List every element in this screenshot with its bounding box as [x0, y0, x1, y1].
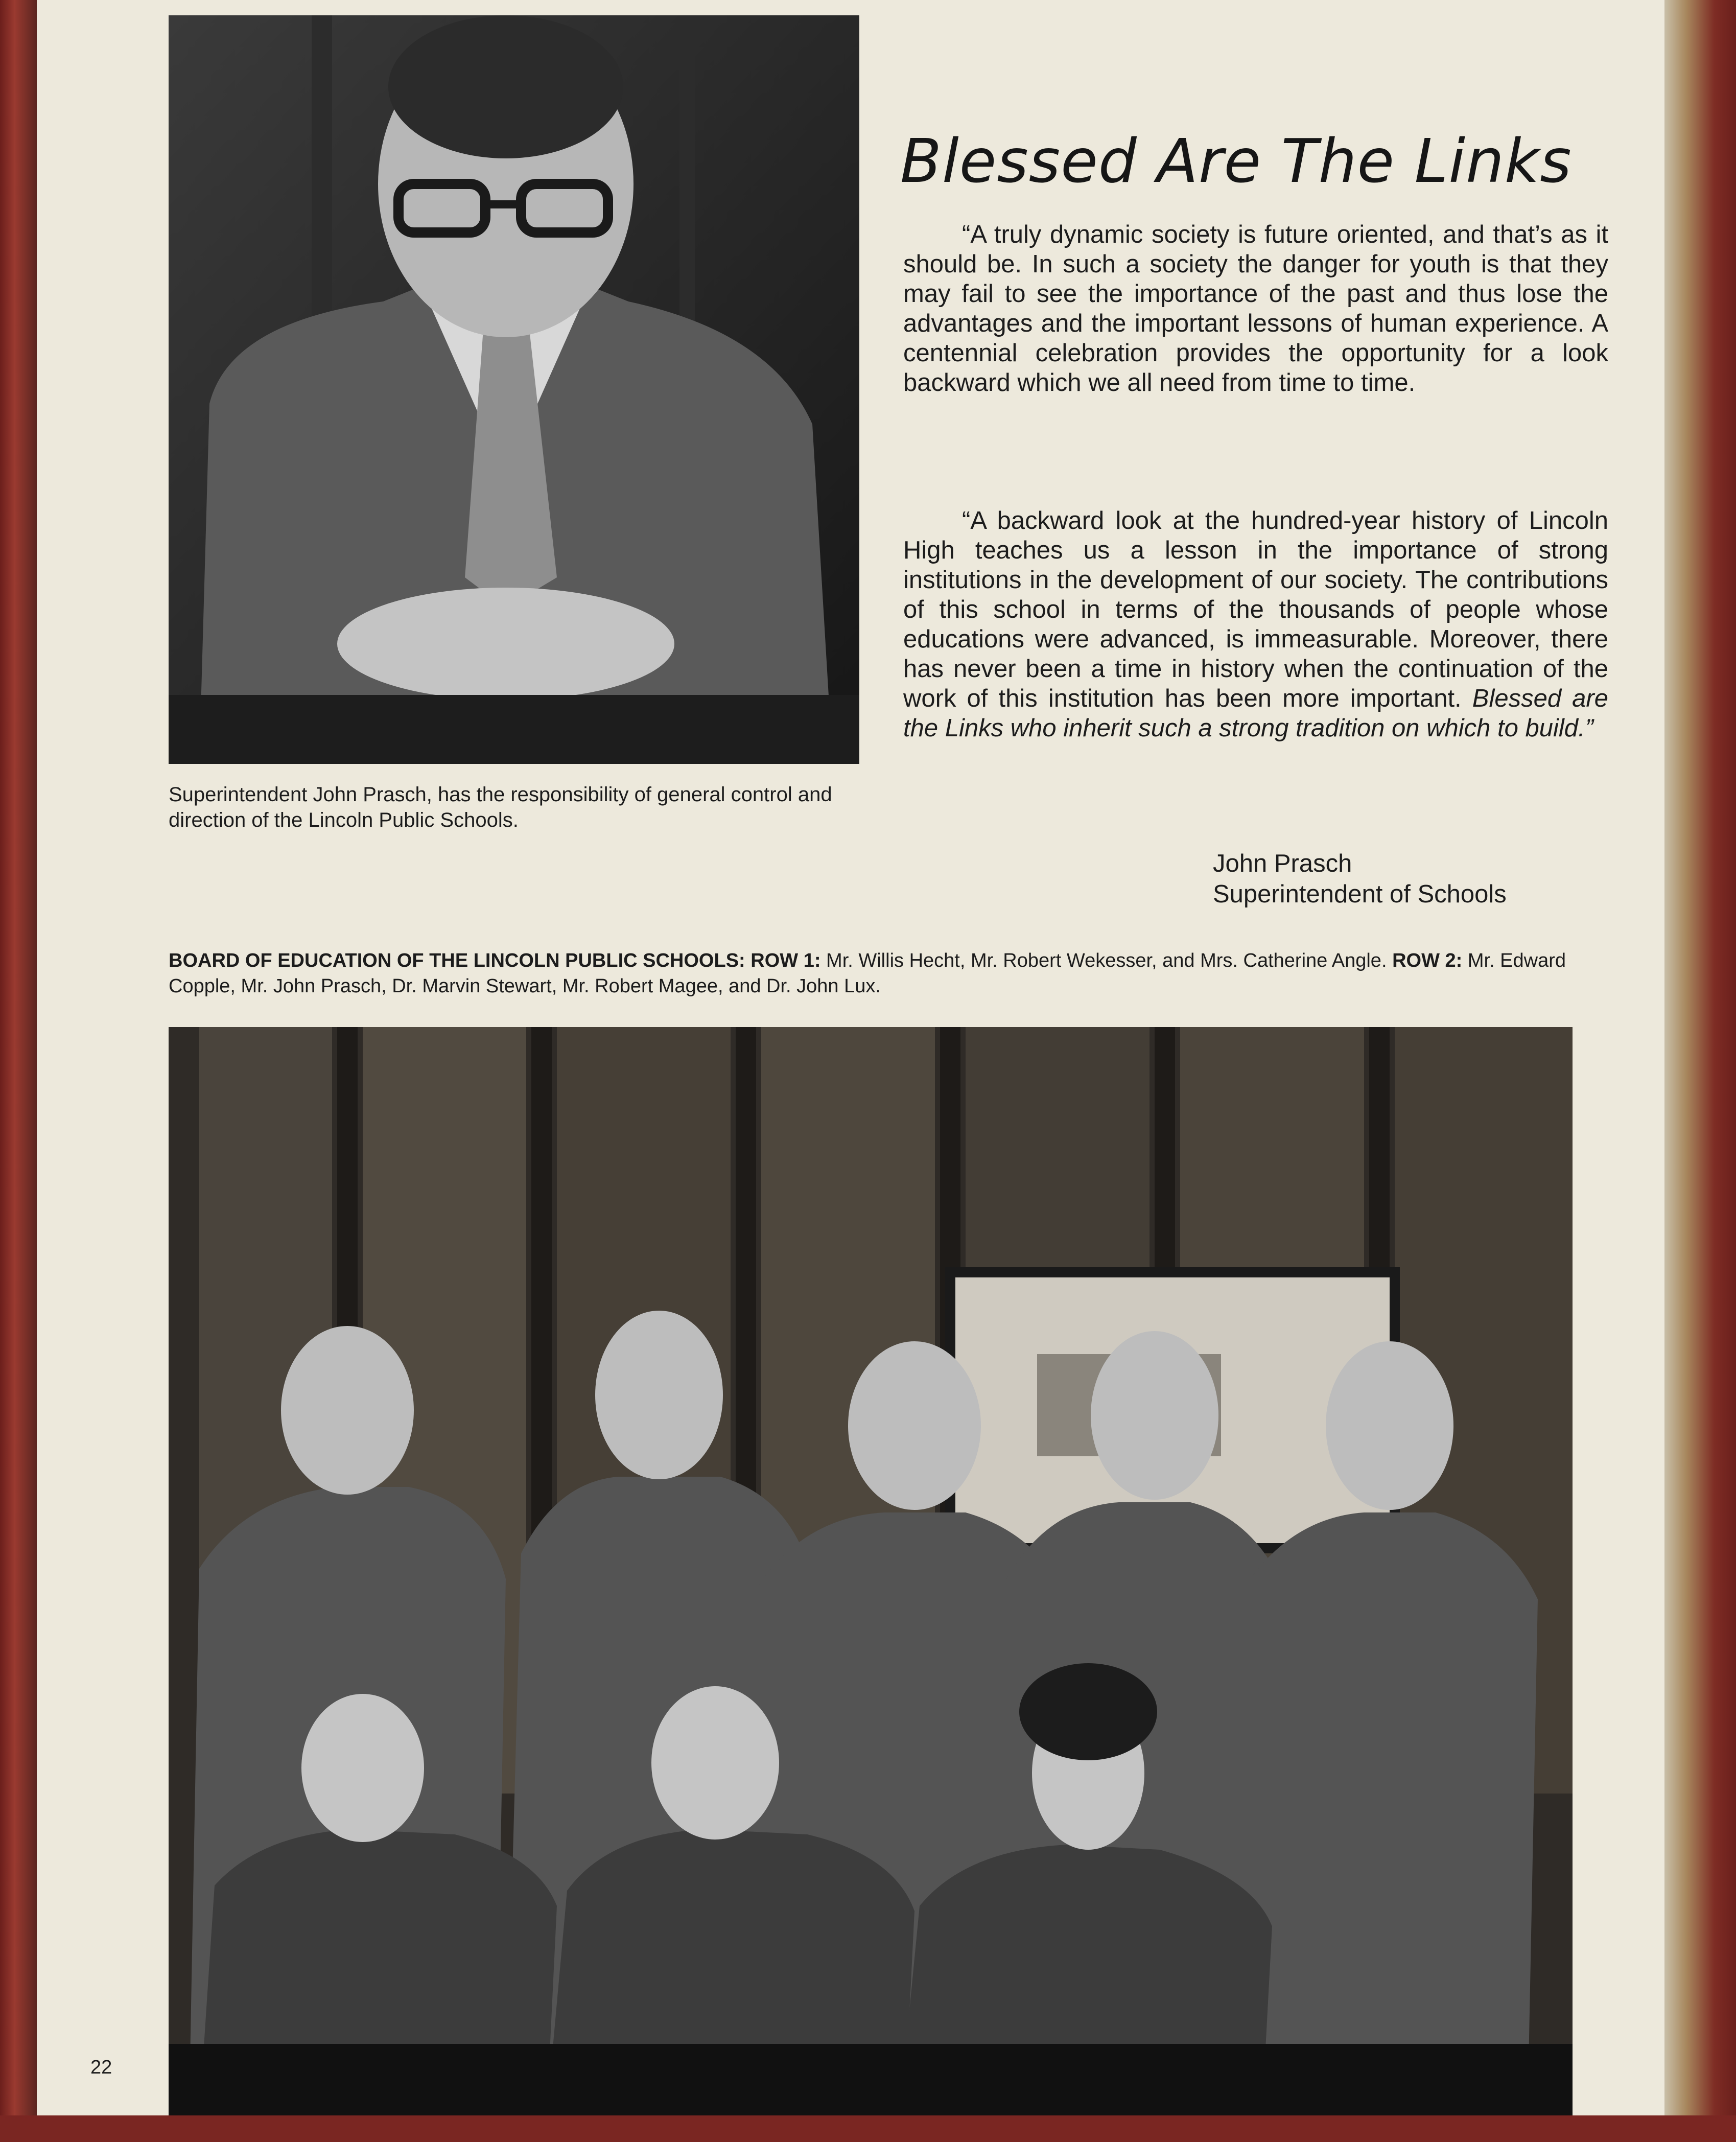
page-title: Blessed Are The Links — [900, 126, 1572, 196]
article-paragraph-2 — [903, 506, 1608, 743]
row2-label: ROW 2: — [1392, 950, 1463, 971]
board-caption — [169, 948, 1589, 999]
article-paragraph-2-text: “A backward look at the hundred-year history of Lincoln High teaches us a lesson in the importance of strong institutions in the development of our society. The contributions of this school in terms of the thousands of people whose educations were advanced, is immeasurable. Moreover, there has never been a time in history when the continuation of the work of this institution has been more important. — [903, 507, 1608, 712]
portrait-caption: Superintendent John Prasch, has the responsibility of general control and direction of the Lincoln Public Schools. — [169, 783, 832, 831]
book-cover-edge-left — [0, 0, 37, 2142]
superintendent-portrait-photo — [169, 15, 859, 764]
page-number: 22 — [90, 2057, 112, 2078]
row1-names: Mr. Willis Hecht, Mr. Robert Wekesser, and Mrs. Catherine Angle. — [826, 950, 1387, 971]
article-paragraph-1: “A truly dynamic society is future oriented, and that’s as it should be. In such a society the danger for youth is that they may fail to see the importance of the past and thus lose the advantages and the important lessons of human experience. A centennial celebration provides the opportunity for a look backward which we all need from time to time. — [903, 221, 1608, 397]
signature-name: John Prasch — [1213, 850, 1352, 877]
yearbook-page — [37, 0, 1664, 2115]
signature-title: Superintendent of Schools — [1213, 880, 1507, 908]
signature-block — [1213, 848, 1507, 910]
article-paragraph-2-italic: Blessed are the Links who inherit such a strong tradition on which to build.” — [903, 685, 1608, 742]
board-heading: BOARD OF EDUCATION OF THE LINCOLN PUBLIC SCHOOLS: — [169, 950, 745, 971]
row2-names: Mr. Edward Copple, Mr. John Prasch, Dr. Marvin Stewart, Mr. Robert Magee, and Dr. John Lux. — [169, 950, 1566, 997]
book-cover-edge-right — [1664, 0, 1736, 2142]
board-group-photo — [169, 1027, 1573, 2115]
book-cover-edge-bottom — [0, 2115, 1736, 2142]
row1-label: ROW 1: — [750, 950, 821, 971]
